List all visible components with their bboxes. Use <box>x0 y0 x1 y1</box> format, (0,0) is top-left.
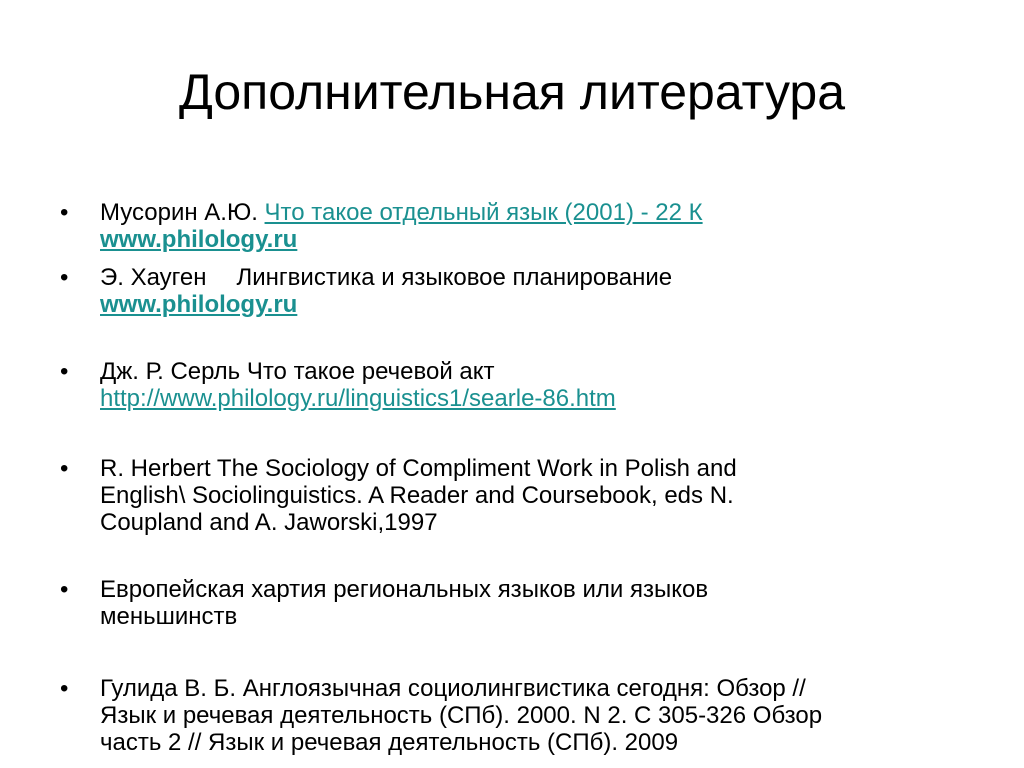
item-title: Лингвистика и языковое планирование <box>236 264 673 291</box>
item-author: Мусорин А.Ю. <box>100 199 258 226</box>
bullet-icon: • <box>60 358 69 385</box>
article-link[interactable]: Что такое отдельный язык (2001) - 22 К <box>264 199 703 226</box>
item-line: Гулида В. Б. Англоязычная социолингвистика сегодня: Обзор // <box>100 675 806 702</box>
slide-title: Дополнительная литература <box>178 64 846 120</box>
bullet-icon: • <box>60 455 69 482</box>
bullet-icon: • <box>60 576 69 603</box>
item-line: English\ Sociolinguistics. A Reader and Coursebook, eds N. <box>100 482 734 509</box>
list-item <box>60 455 980 536</box>
item-line: меньшинств <box>100 603 238 630</box>
bullet-icon: • <box>60 675 69 702</box>
item-author: Э. Хауген <box>100 264 207 291</box>
bullet-icon: • <box>60 264 69 291</box>
url-link[interactable]: http://www.philology.ru/linguistics1/searle-86.htm <box>100 385 616 412</box>
site-link[interactable]: www.philology.ru <box>100 291 298 318</box>
item-line: R. Herbert The Sociology of Compliment Work in Polish and <box>100 455 737 482</box>
item-line: Европейская хартия региональных языков или языков <box>100 576 709 603</box>
list-item <box>60 675 980 756</box>
item-line: Coupland and A. Jaworski,1997 <box>100 509 438 536</box>
list-item <box>60 358 980 412</box>
item-line: Язык и речевая деятельность (СПб). 2000. N 2. С 305-326 Обзор <box>100 702 823 729</box>
item-line: часть 2 // Язык и речевая деятельность (СПб). 2009 <box>100 729 679 756</box>
list-item <box>60 576 980 630</box>
bullet-icon: • <box>60 199 69 226</box>
list-item <box>60 199 980 253</box>
list-item <box>60 264 980 318</box>
item-text: Дж. Р. Серль Что такое речевой акт <box>100 358 495 385</box>
site-link[interactable]: www.philology.ru <box>100 226 298 253</box>
